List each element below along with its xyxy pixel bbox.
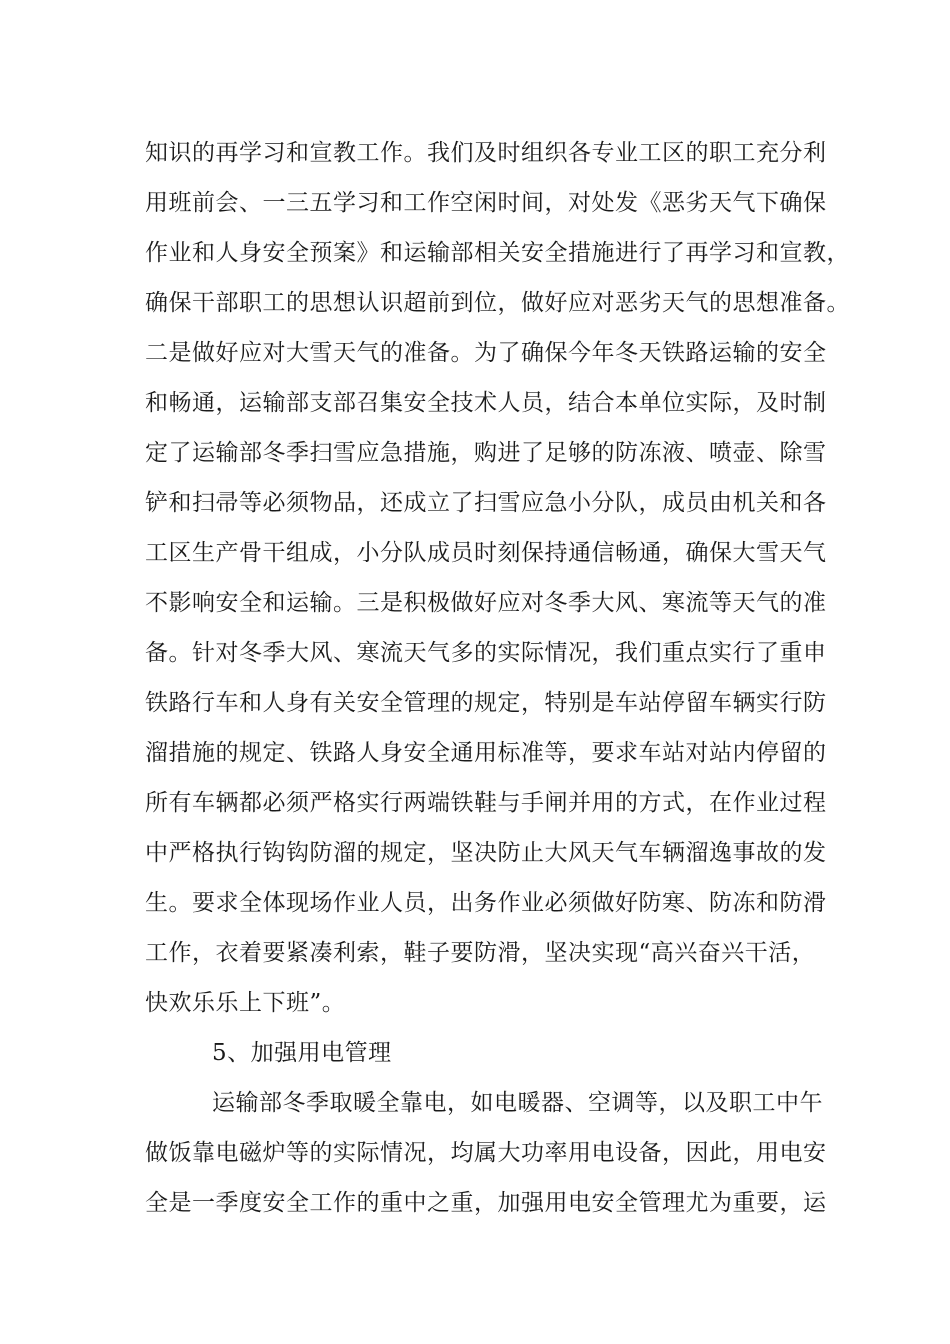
text-line: 铲和扫帚等必须物品，还成立了扫雪应急小分队，成员由机关和各 <box>145 490 827 516</box>
text-line: 知识的再学习和宣教工作。我们及时组织各专业工区的职工充分利 <box>145 140 827 166</box>
text-line: 运输部冬季取暖全靠电，如电暖器、空调等，以及职工中午 <box>212 1090 823 1116</box>
text-line: 铁路行车和人身有关安全管理的规定，特别是车站停留车辆实行防 <box>145 690 827 716</box>
text-line: 所有车辆都必须严格实行两端铁鞋与手闸并用的方式，在作业过程 <box>145 790 827 816</box>
text-line: 用班前会、一三五学习和工作空闲时间，对处发《恶劣天气下确保 <box>145 190 827 216</box>
text-line: 二是做好应对大雪天气的准备。为了确保今年冬天铁路运输的安全 <box>145 340 827 366</box>
text-line: 全是一季度安全工作的重中之重，加强用电安全管理尤为重要，运 <box>145 1190 827 1216</box>
text-line: 工作，衣着要紧凑利索，鞋子要防滑，坚决实现“高兴奋兴干活， <box>145 940 816 966</box>
text-line: 中严格执行钩钩防溜的规定，坚决防止大风天气车辆溜逸事故的发 <box>145 840 827 866</box>
text-line: 溜措施的规定、铁路人身安全通用标准等，要求车站对站内停留的 <box>145 740 827 766</box>
text-line: 确保干部职工的思想认识超前到位，做好应对恶劣天气的思想准备。 <box>145 290 850 316</box>
text-line: 做饭靠电磁炉等的实际情况，均属大功率用电设备，因此，用电安 <box>145 1140 827 1166</box>
text-line: 作业和人身安全预案》和运输部相关安全措施进行了再学习和宣教， <box>145 240 850 266</box>
text-line: 生。要求全体现场作业人员，出务作业必须做好防寒、防冻和防滑 <box>145 890 827 916</box>
text-line: 备。针对冬季大风、寒流天气多的实际情况，我们重点实行了重申 <box>145 640 827 666</box>
section-heading: 5、加强用电管理 <box>212 1040 392 1066</box>
text-line: 和畅通，运输部支部召集安全技术人员，结合本单位实际，及时制 <box>145 390 827 416</box>
text-line: 工区生产骨干组成，小分队成员时刻保持通信畅通，确保大雪天气 <box>145 540 827 566</box>
text-line: 定了运输部冬季扫雪应急措施，购进了足够的防冻液、喷壶、除雪 <box>145 440 827 466</box>
text-line: 不影响安全和运输。三是积极做好应对冬季大风、寒流等天气的准 <box>145 590 827 616</box>
text-line: 快欢乐乐上下班”。 <box>145 990 346 1016</box>
